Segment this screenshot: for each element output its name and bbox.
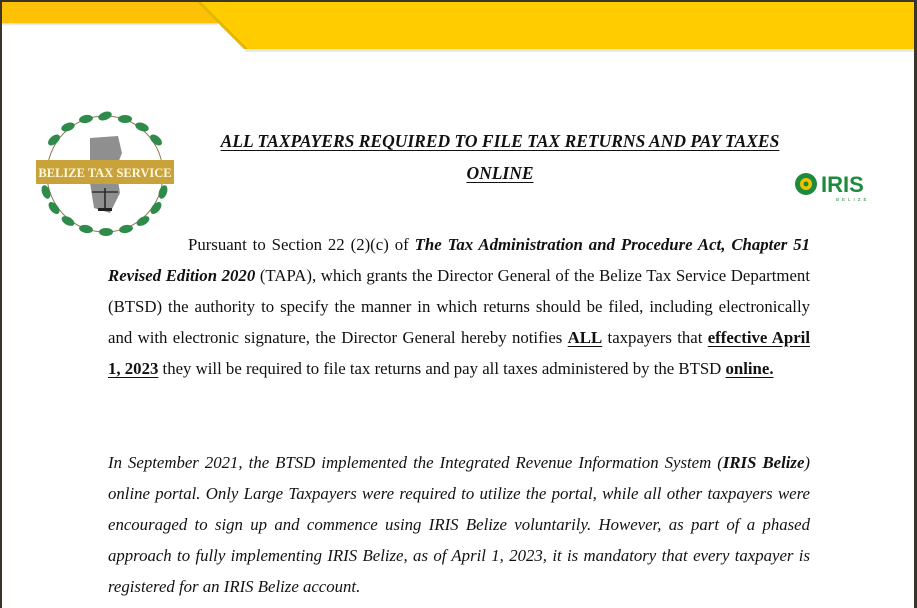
title-line-1: ALL TAXPAYERS REQUIRED TO FILE TAX RETURNS AND PAY TAXES: [220, 131, 780, 151]
header-banner: [0, 0, 917, 52]
text: Pursuant to Section 22 (2)(c) of: [188, 235, 415, 254]
svg-text:BELIZE: BELIZE: [836, 197, 870, 202]
text: ) online portal. Only Large Taxpayers were required to utilize the portal, while all other taxpayers were encouraged to sign up and commence using IRIS Belize voluntarily. However, as part of a phased approach to fully implementing IRIS Belize, as of April 1, 2023, it is mandatory that every taxpayer is registered for an IRIS Belize account.: [108, 453, 810, 596]
text: they will be required to file tax returns and pay all taxes administered by the BTSD: [158, 359, 726, 378]
belize-tax-service-logo: [30, 108, 180, 243]
title-line-2: ONLINE: [466, 163, 534, 183]
text: In September 2021, the BTSD implemented the Integrated Revenue Information System (: [108, 453, 723, 472]
svg-text:BELIZE TAX SERVICE: BELIZE TAX SERVICE: [38, 166, 172, 180]
all-emphasis: ALL: [567, 328, 603, 347]
svg-text:IRIS: IRIS: [821, 172, 864, 197]
paragraph-iris: [108, 447, 810, 602]
paragraph-tapa: [108, 229, 810, 384]
effective-date: effective April 1, 2023: [108, 328, 811, 378]
text: (TAPA), which grants the Director General of the Belize Tax Service Department (BTSD) the authority to specify the manner in which returns should be filed, including electronically and with electronic signature, the Director General hereby notifies: [108, 266, 810, 347]
text: taxpayers that: [602, 328, 708, 347]
act-name: The Tax Administration and Procedure Act, Chapter 51 Revised Edition 2020: [108, 235, 811, 285]
notice-title: [190, 125, 810, 189]
online-emphasis: online.: [725, 359, 774, 378]
iris-belize-name: IRIS Belize: [722, 453, 805, 472]
